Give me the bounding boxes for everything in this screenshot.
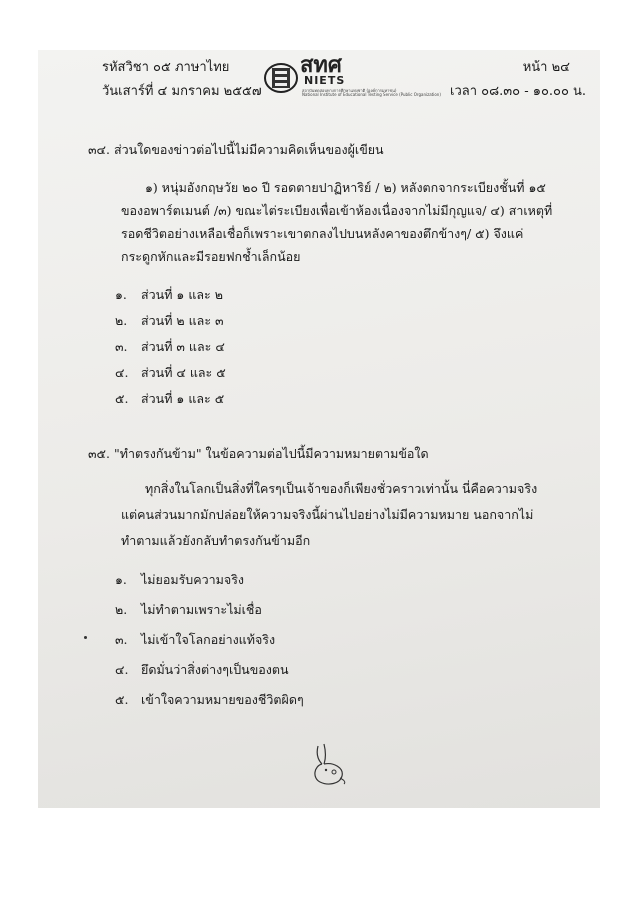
question-35-option-2[interactable]: ๒. ไม่ทำตามเพราะไม่เชื่อ <box>115 602 262 617</box>
question-35-stem: ๓๕. "ทำตรงกันข้าม" ในข้อความต่อไปนี้มีความหมายตามข้อใด <box>88 446 429 461</box>
question-35-passage <box>121 476 538 554</box>
question-35-option-5[interactable]: ๕. เข้าใจความหมายของชีวิตผิดๆ <box>115 692 304 707</box>
question-34-option-1[interactable]: ๑. ส่วนที่ ๑ และ ๒ <box>115 287 223 302</box>
question-35-option-1[interactable]: ๑. ไม่ยอมรับความจริง <box>115 572 245 587</box>
logo-thai-text: สทศ <box>300 53 342 78</box>
question-34-passage <box>121 176 553 268</box>
exam-date: วันเสาร์ที่ ๔ มกราคม ๒๕๕๗ <box>102 84 262 99</box>
passage-line: ทุกสิ่งในโลกเป็นสิ่งที่ใครๆเป็นเจ้าของก็เพียงชั่วคราวเท่านั้น นี่คือความจริง <box>145 481 538 496</box>
question-35-option-3[interactable]: ๓. ไม่เข้าใจโลกอย่างแท้จริง <box>115 632 276 647</box>
passage-line: ๑) หนุ่มอังกฤษวัย ๒๐ ปี รอดตายปาฏิหาริย์ / ๒) หลังตกจากระเบียงชั้นที่ ๑๕ <box>145 180 546 195</box>
exam-header-left <box>102 56 262 104</box>
margin-mark <box>84 636 87 639</box>
logo-org-name-english: National Institute of Educational Testing Service (Public Organization) <box>302 92 441 97</box>
logo-english-text: NIETS <box>304 74 346 87</box>
passage-line: ทำตามแล้วยังกลับทำตรงกันข้ามอีก <box>121 533 311 548</box>
question-34-option-4[interactable]: ๔. ส่วนที่ ๔ และ ๕ <box>115 365 226 380</box>
question-34-stem: ๓๔. ส่วนใดของข่าวต่อไปนี้ไม่มีความคิดเห็นของผู้เขียน <box>88 142 384 157</box>
passage-line: แต่คนส่วนมากมักปล่อยให้ความจริงนี้ผ่านไปอย่างไม่มีความหมาย นอกจากไม่ <box>121 507 534 522</box>
passage-line: รอดชีวิตอย่างเหลือเชื่อก็เพราะเขาตกลงไปบนหลังคาของตึกข้างๆ/ ๕) จึงแค่ <box>121 226 524 241</box>
subject-code: รหัสวิชา ๐๕ ภาษาไทย <box>102 60 230 75</box>
rabbit-doodle-icon <box>304 738 354 788</box>
exam-time: เวลา ๐๘.๓๐ - ๑๐.๐๐ น. <box>450 84 587 99</box>
logo-org-name-thai: สถาบันทดสอบทางการศึกษาแห่งชาติ (องค์การมหาชน) <box>302 88 397 93</box>
niets-logo-icon <box>262 56 300 96</box>
passage-line: กระดูกหักและมีรอยฟกช้ำเล็กน้อย <box>121 249 301 264</box>
question-34-option-2[interactable]: ๒. ส่วนที่ ๒ และ ๓ <box>115 313 224 328</box>
exam-header-right <box>450 56 587 104</box>
passage-line: ของอพาร์ตเมนต์ /๓) ขณะไต่ระเบียงเพื่อเข้าห้องเนื่องจากไม่มีกุญแจ/ ๔) สาเหตุที่ <box>121 203 553 218</box>
question-35-option-4[interactable]: ๔. ยึดมั่นว่าสิ่งต่างๆเป็นของตน <box>115 662 289 677</box>
question-34-option-3[interactable]: ๓. ส่วนที่ ๓ และ ๔ <box>115 339 225 354</box>
page-number: หน้า ๒๔ <box>522 60 570 75</box>
question-34-option-5[interactable]: ๕. ส่วนที่ ๑ และ ๕ <box>115 391 225 406</box>
niets-logo <box>262 53 441 100</box>
